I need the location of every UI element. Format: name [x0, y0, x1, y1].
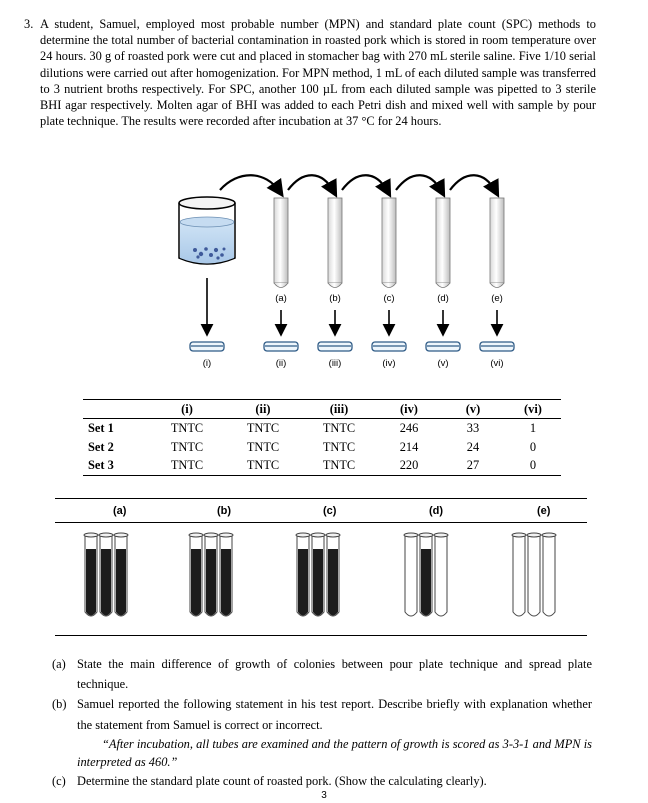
question-intro-text: A student, Samuel, employed most probable number (MPN) and standard plate count (SPC) methods to determine the total number of bacterial contamination in roasted pork which is stored in room temperature over 24 hours. 30 g of roasted pork were cut and placed in stomacher bag with 270 mL sterile saline. Five 1/10 serial dilutions were carried out after homogenization. For MPN method, 1 mL of each diluted sample was transferred to 3 nutrient broths respectively. For SPC, another 100 µL from each diluted sample was pipetted to 3 sterile BHI agar respectively. Molten agar of BHI was added to each Petri dish and mixed well with sample by pour plate technique. The results were recorded after incubation at 37 °C for 24 hours.: [40, 17, 596, 129]
question-c-text: Determine the standard plate count of roasted pork. (Show the calculating clearly).: [77, 773, 487, 788]
petri-dish: [190, 342, 224, 351]
mpn-tubes-panel: [55, 498, 587, 636]
question-b-text: Samuel reported the following statement in his test report. Describe briefly with explanation whether the statement from Samuel is correct or incorrect.: [77, 697, 592, 732]
tube-group-label: (a): [113, 505, 127, 517]
positive-tube: [204, 533, 218, 616]
plate-label: (i): [202, 358, 212, 369]
negative-tube: [542, 533, 556, 616]
table-cell: TNTC: [301, 457, 377, 476]
table-cell: 220: [377, 457, 441, 476]
tube-group-label: (c): [323, 505, 337, 517]
negative-tube: [404, 533, 418, 616]
plate-label: (iii): [328, 358, 342, 369]
tube-label: (d): [437, 293, 449, 304]
table-cell: TNTC: [322, 439, 356, 454]
table-cell: TNTC: [322, 420, 356, 435]
positive-tube: [189, 533, 203, 616]
table-cell: TNTC: [246, 439, 280, 454]
question-c-letter: (c): [52, 773, 66, 788]
transfer-arrows: [220, 175, 496, 192]
table-cell: TNTC: [225, 457, 301, 476]
negative-tube: [527, 533, 541, 616]
tube-group-label: (d): [429, 505, 444, 517]
table-row: [83, 419, 561, 438]
question-intro: [24, 16, 596, 129]
column-header: (i): [181, 401, 193, 416]
table-cell: 214: [399, 439, 419, 454]
column-header: (vi): [524, 401, 542, 416]
column-header: (ii): [255, 401, 271, 416]
tube-group-label: (e): [537, 505, 551, 517]
positive-tube: [419, 533, 433, 616]
column-header: (iv): [400, 401, 418, 416]
table-cell: 24: [466, 439, 480, 454]
table-cell: 1: [529, 420, 537, 435]
dilution-tube: [490, 198, 504, 288]
tube-label: (b): [329, 293, 341, 304]
table-cell: 33: [466, 420, 480, 435]
plate-label: (iv): [382, 358, 396, 369]
table-row: [83, 457, 561, 476]
petri-dish: [480, 342, 514, 351]
mpn-tube-rack: [55, 529, 587, 629]
table-row: [83, 438, 561, 457]
petri-dish: [318, 342, 352, 351]
question-a-text: State the main difference of growth of colonies between pour plate technique and spread plate technique.: [77, 657, 592, 692]
positive-tube: [219, 533, 233, 616]
results-table: [83, 399, 561, 476]
table-cell: 0: [505, 457, 561, 476]
question-b-letter: (b): [52, 697, 67, 712]
table-cell: TNTC: [149, 457, 225, 476]
set-label: Set 2: [88, 439, 114, 454]
positive-tube: [99, 533, 113, 616]
positive-tube: [114, 533, 128, 616]
set-label: Set 3: [83, 457, 149, 476]
plating-arrows: [207, 278, 497, 332]
plate-label: (vi): [490, 358, 504, 369]
tube-label: (c): [383, 293, 395, 304]
dilution-tube: [274, 198, 288, 288]
mpn-tubes-header: [55, 503, 587, 523]
set-label: Set 1: [88, 420, 114, 435]
dilution-tube: [328, 198, 342, 288]
table-cell: 246: [399, 420, 419, 435]
table-header-row: [83, 400, 561, 419]
dilution-tubes: [274, 198, 504, 288]
tube-group-label: (b): [217, 505, 232, 517]
table-cell: TNTC: [170, 439, 204, 454]
table-cell: TNTC: [246, 420, 280, 435]
column-header: (v): [465, 401, 481, 416]
dilution-tube: [382, 198, 396, 288]
dilution-tube: [436, 198, 450, 288]
question-a-letter: (a): [52, 657, 66, 671]
plate-label: (v): [437, 358, 449, 369]
tube-label: (e): [491, 293, 503, 304]
table-cell: 27: [441, 457, 505, 476]
column-header: [83, 400, 149, 419]
petri-dishes: [190, 342, 514, 351]
tube-label: (a): [275, 293, 287, 304]
page-number: 3: [321, 790, 327, 801]
question-number: 3.: [24, 17, 34, 31]
samuel-statement: “After incubation, all tubes are examined and the pattern of growth is scored as 3-3-1 and MPN is interpreted as 460.”: [77, 736, 592, 769]
positive-tube: [296, 533, 310, 616]
table-cell: 0: [529, 439, 537, 454]
negative-tube: [512, 533, 526, 616]
positive-tube: [311, 533, 325, 616]
column-header: (iii): [329, 401, 349, 416]
plate-label: (ii): [275, 358, 287, 369]
petri-dish: [264, 342, 298, 351]
dilution-diagram: [0, 160, 648, 390]
petri-dish: [372, 342, 406, 351]
petri-dish: [426, 342, 460, 351]
table-cell: TNTC: [170, 420, 204, 435]
positive-tube: [326, 533, 340, 616]
question-c: [52, 771, 592, 791]
question-a: [52, 654, 592, 694]
sub-questions: [52, 654, 592, 791]
homogenate-beaker: [179, 197, 235, 264]
negative-tube: [434, 533, 448, 616]
question-b: [52, 694, 592, 734]
positive-tube: [84, 533, 98, 616]
